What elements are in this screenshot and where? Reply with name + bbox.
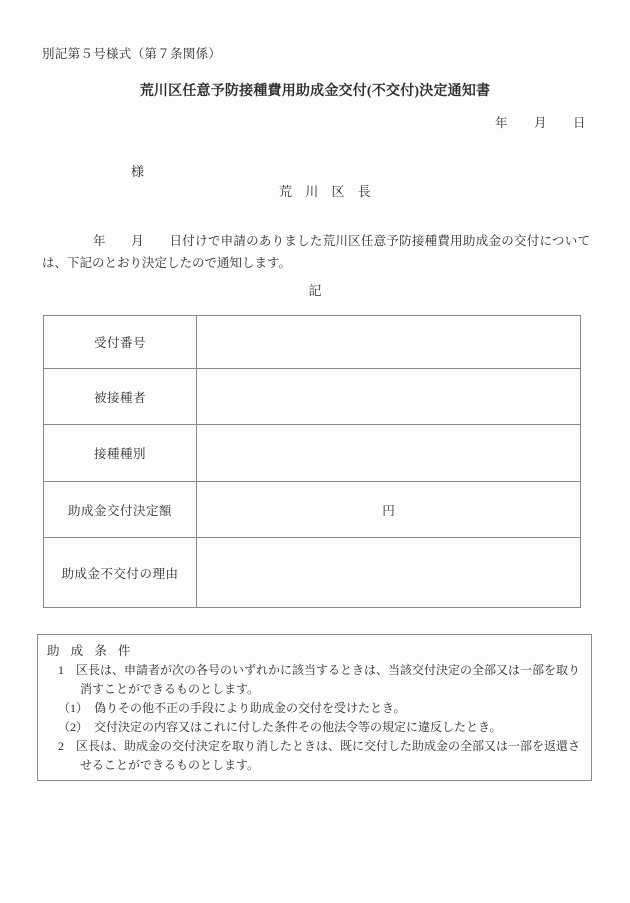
table-row [44, 425, 581, 482]
ki-marker: 記 [308, 283, 322, 298]
issue-date-line: 年 月 日 [494, 116, 586, 130]
row-label: 被接種者 [44, 369, 197, 425]
table-row [44, 316, 581, 369]
conditions-title: 助 成 条 件 [47, 644, 135, 658]
document-title: 荒川区任意予防接種費用助成金交付(不交付)決定通知書 [139, 84, 491, 99]
row-label: 助成金不交付の理由 [44, 538, 197, 608]
form-number: 別記第５号様式（第７条関係） [42, 47, 222, 61]
row-value[interactable] [197, 316, 581, 369]
condition-text: （2） 交付決定の内容又はこれに付した条件その他法令等の規定に違反したとき。 [58, 720, 502, 734]
subsidy-conditions-box [37, 634, 592, 781]
row-value[interactable] [197, 425, 581, 482]
condition-item [58, 699, 582, 718]
condition-text: 1 区長は、申請者が次の各号のいずれかに該当するときは、当該交付決定の全部又は一部を取り消すことができるものとします。 [58, 663, 581, 696]
row-value-amount[interactable]: 円 [197, 482, 581, 538]
row-value[interactable] [197, 369, 581, 425]
addressee-suffix: 様 [131, 164, 145, 179]
decision-details-table [43, 315, 581, 608]
row-label: 受付番号 [44, 316, 197, 369]
condition-item [58, 718, 582, 737]
condition-text: 2 区長は、助成金の交付決定を取り消したときは、既に交付した助成金の全部又は一部を返還させることができるものとします。 [58, 739, 581, 772]
condition-text: （1） 偽りその他不正の手段により助成金の交付を受けたとき。 [58, 701, 406, 715]
row-label: 助成金交付決定額 [44, 482, 197, 538]
body-paragraph: 年 月 日付けで申請のありました荒川区任意予防接種費用助成金の交付については、下記のとおり決定したので通知します。 [42, 234, 590, 270]
issuer-name: 荒 川 区 長 [279, 184, 376, 199]
condition-item [58, 661, 582, 699]
table-row [44, 538, 581, 608]
condition-item [58, 737, 582, 775]
table-row [44, 482, 581, 538]
row-label: 接種種別 [44, 425, 197, 482]
table-row [44, 369, 581, 425]
row-value[interactable] [197, 538, 581, 608]
